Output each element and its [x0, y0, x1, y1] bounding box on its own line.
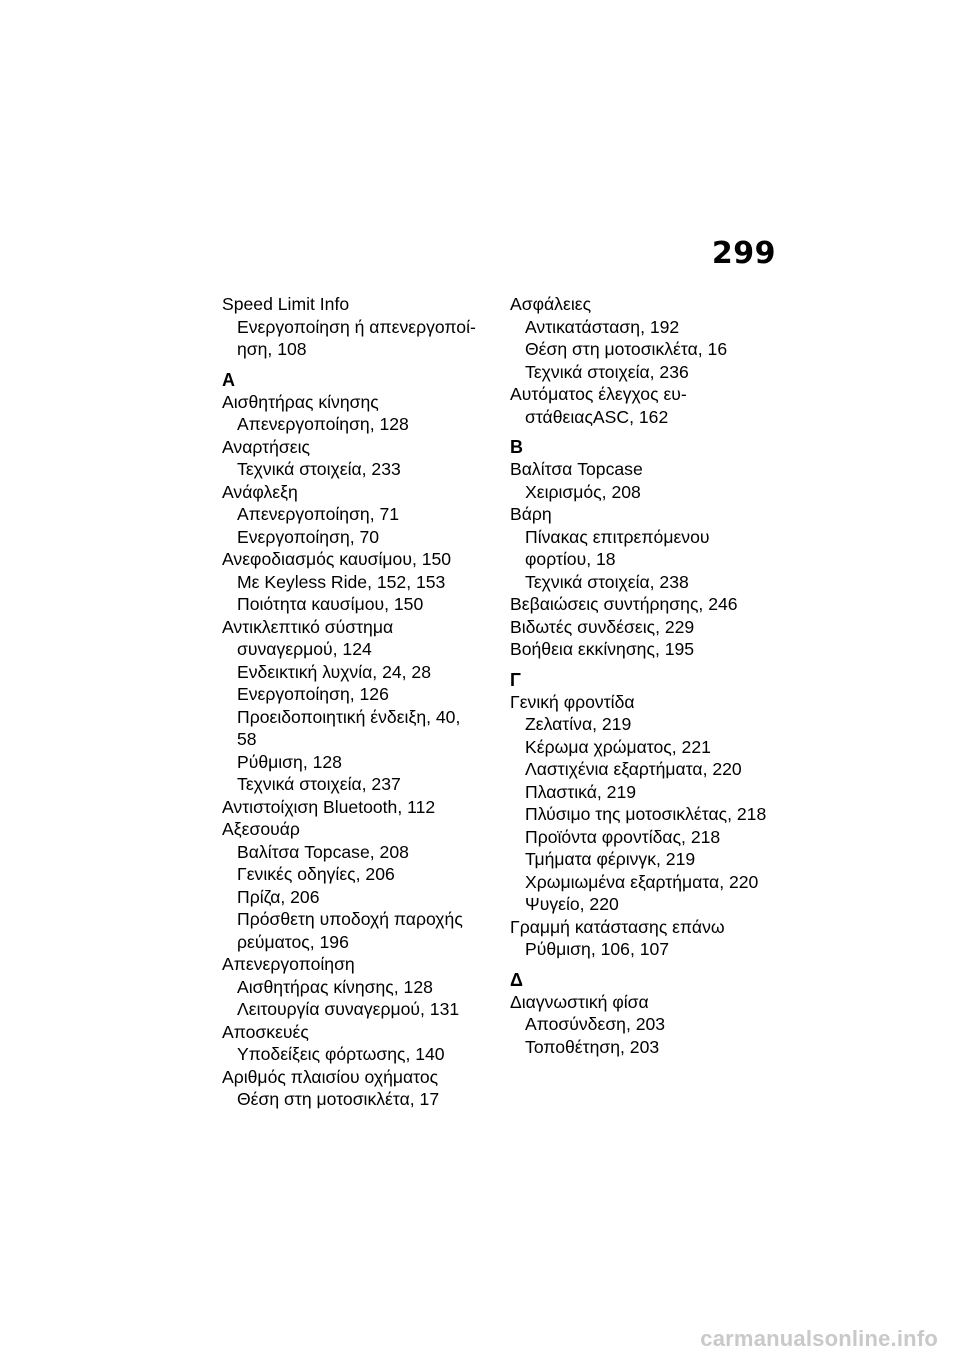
index-subentry: Πλαστικά, 219	[525, 781, 637, 802]
index-entry: Αριθμός πλαισίου οχήματος	[222, 1066, 439, 1087]
index-subentry: Προϊόντα φροντίδας, 218	[525, 826, 721, 847]
index-subentry: Βαλίτσα Topcase, 208	[237, 841, 409, 862]
index-subentry: Αισθητήρας κίνησης, 128	[237, 976, 433, 997]
index-entry: Βάρη	[510, 504, 552, 524]
index-subentry: Πίνακας επιτρεπόμενου	[525, 526, 710, 547]
index-subentry: Γενικές οδηγίες, 206	[237, 864, 395, 884]
index-subentry: Λαστιχένια εξαρτήματα, 220	[525, 759, 742, 779]
index-subentry: Τεχνικά στοιχεία, 237	[237, 774, 401, 794]
index-subentry: Προειδοποιητική ένδειξη, 40,	[237, 706, 461, 727]
index-entry: Γενική φροντίδα	[510, 691, 635, 712]
index-subentry: Θέση στη μοτοσικλέτα, 16	[525, 339, 728, 359]
index-entry: Γραμμή κατάστασης επάνω	[510, 916, 725, 937]
index-entry: Αισθητήρας κίνησης	[222, 391, 379, 412]
index-entry: Ανάφλεξη	[222, 481, 298, 502]
index-subentry: Ζελατίνα, 219	[525, 714, 632, 734]
index-subentry: Ψυγείο, 220	[525, 894, 619, 914]
index-subentry: Αντικατάσταση, 192	[525, 316, 680, 337]
index-entry: Ασφάλειες	[510, 294, 592, 314]
index-subentry: Αποσύνδεση, 203	[525, 1014, 666, 1034]
index-letter-heading: Β	[510, 437, 523, 457]
index-subentry: Υποδείξεις φόρτωσης, 140	[237, 1044, 445, 1064]
index-entry: Αυτόματος έλεγχος ευ-	[510, 384, 687, 404]
index-subentry: Απενεργοποίηση, 128	[237, 414, 409, 434]
index-column-right	[510, 293, 780, 1058]
index-entry: Αποσκευές	[222, 1021, 309, 1042]
index-subentry: Ρύθμιση, 106, 107	[525, 939, 670, 959]
index-subentry: Πλύσιμο της μοτοσικλέτας, 218	[525, 804, 767, 824]
index-subentry: συναγερμού, 124	[237, 639, 372, 659]
index-column-left	[222, 293, 492, 1111]
index-entry: Αναρτήσεις	[222, 436, 310, 457]
index-letter-heading: Γ	[510, 669, 521, 690]
index-entry: Βοήθεια εκκίνησης, 195	[510, 639, 695, 659]
index-subentry: ηση, 108	[237, 339, 307, 359]
index-subentry: Πρίζα, 206	[237, 886, 320, 907]
index-subentry: Με Keyless Ride, 152, 153	[237, 571, 446, 592]
index-letter-heading: Δ	[510, 969, 523, 990]
index-subentry: Ποιότητα καυσίμου, 150	[237, 594, 424, 614]
index-entry: Απενεργοποίηση	[222, 954, 355, 974]
index-subentry: Ενεργοποίηση ή απενεργοποί-	[237, 316, 476, 337]
index-subentry: στάθειαςASC, 162	[525, 406, 669, 427]
index-subentry: Τμήματα φέρινγκ, 219	[525, 849, 696, 869]
index-subentry: ρεύματος, 196	[237, 931, 349, 952]
index-subentry: Τεχνικά στοιχεία, 233	[237, 459, 401, 479]
index-subentry: Ενεργοποίηση, 70	[237, 526, 380, 547]
index-entry: Speed Limit Info	[222, 294, 350, 314]
index-subentry: Τοποθέτηση, 203	[525, 1036, 660, 1057]
index-subentry: Ενεργοποίηση, 126	[237, 684, 389, 704]
index-subentry: φορτίου, 18	[525, 549, 616, 569]
index-subentry: Απενεργοποίηση, 71	[237, 504, 400, 524]
watermark: carmanualsonline.info	[700, 1326, 938, 1351]
index-entry: Ανεφοδιασμός καυσίμου, 150	[222, 549, 452, 569]
index-entry: Αξεσουάρ	[222, 819, 300, 839]
index-subentry: Χρωμιωμένα εξαρτήματα, 220	[525, 871, 759, 892]
index-subentry: Χειρισμός, 208	[525, 481, 641, 502]
index-entry: Αντικλεπτικό σύστημα	[222, 616, 394, 637]
index-subentry: Ρύθμιση, 128	[237, 751, 342, 772]
index-entry: Βιδωτές συνδέσεις, 229	[510, 616, 695, 637]
index-entry: Διαγνωστική φίσα	[510, 991, 649, 1012]
index-subentry: Θέση στη μοτοσικλέτα, 17	[237, 1089, 440, 1109]
index-subentry: Τεχνικά στοιχεία, 238	[525, 571, 689, 592]
index-letter-heading: Α	[222, 369, 235, 390]
index-subentry: Λειτουργία συναγερμού, 131	[237, 999, 460, 1019]
index-entry: Βεβαιώσεις συντήρησης, 246	[510, 594, 738, 614]
index-subentry: Κέρωμα χρώματος, 221	[525, 736, 711, 757]
index-subentry: 58	[237, 729, 257, 749]
index-entry: Βαλίτσα Topcase	[510, 459, 643, 479]
index-subentry: Πρόσθετη υποδοχή παροχής	[237, 909, 463, 929]
index-subentry: Τεχνικά στοιχεία, 236	[525, 361, 689, 382]
page-number: 299	[711, 236, 776, 271]
index-subentry: Ενδεικτική λυχνία, 24, 28	[237, 661, 432, 682]
index-entry: Αντιστοίχιση Bluetooth, 112	[222, 796, 436, 817]
